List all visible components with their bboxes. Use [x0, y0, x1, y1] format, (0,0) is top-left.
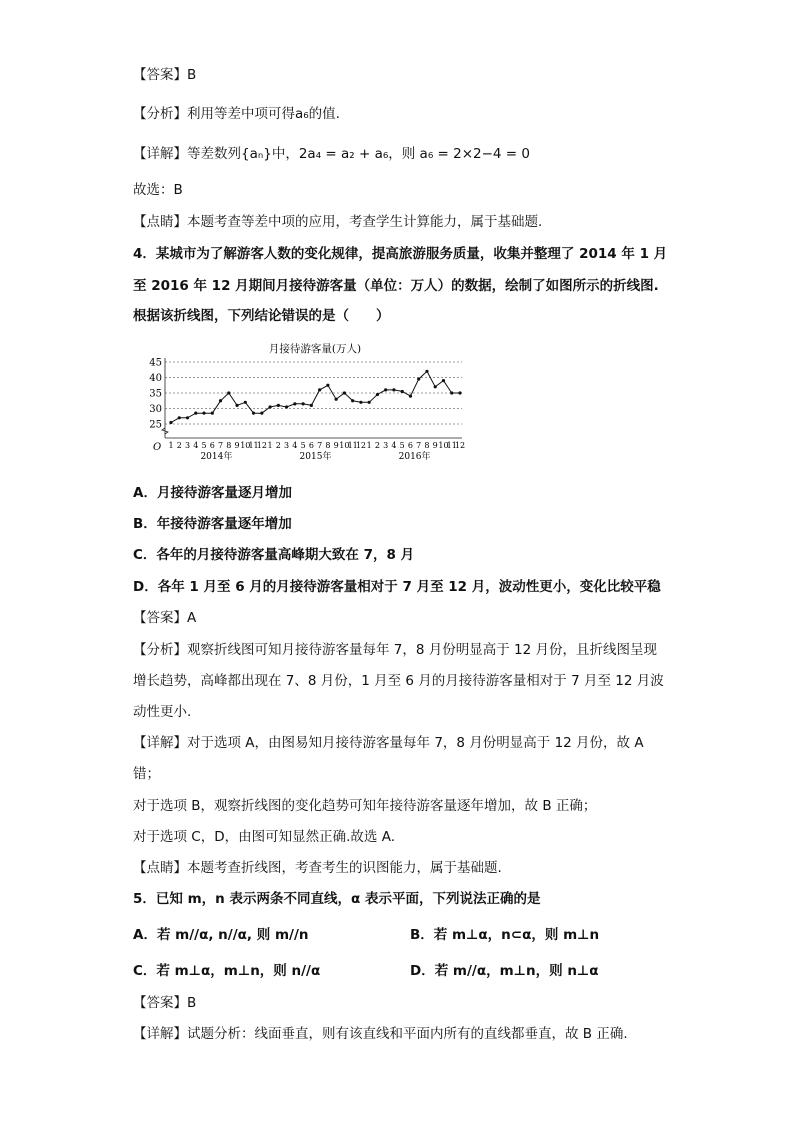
x-tick-label-15: 3	[284, 441, 290, 450]
data-point-4	[194, 412, 197, 415]
x-tick-label-1: 1	[168, 441, 174, 450]
q4-stem-line-2: 至 2016 年 12 月期间月接待游客量（单位：万人）的数据，绘制了如图所示的折线图.	[133, 278, 659, 294]
x-tick-label-3: 3	[184, 441, 191, 450]
data-point-15	[285, 405, 288, 408]
q5-answer: 【答案】B	[133, 995, 197, 1011]
q5-stem: 5．已知 m，n 表示两条不同直线，α 表示平面，下列说法正确的是	[133, 891, 541, 907]
q5-option-b: B．若 m⊥α，n⊂α，则 m⊥n	[410, 927, 600, 943]
x-tick-label-26: 2	[374, 441, 380, 450]
q4-detail-line-4: 对于选项 C，D，由图可知显然正确.故选 A.	[133, 829, 395, 845]
q4-answer: 【答案】A	[133, 610, 197, 626]
y-tick-label-35: 35	[149, 388, 162, 400]
x-tick-label-22: 10	[339, 441, 350, 450]
q3-choice: 故选：B	[133, 182, 183, 198]
x-tick-label-2: 2	[176, 441, 182, 450]
x-tick-label-5: 5	[201, 441, 207, 450]
q4-analysis-line-1: 【分析】观察折线图可知月接待游客量每年 7，8 月份明显高于 12 月份，且折线图呈现	[133, 642, 658, 658]
x-tick-label-6: 6	[209, 441, 215, 450]
y-tick-label-25: 25	[149, 419, 162, 431]
data-point-28	[392, 388, 395, 391]
data-point-34	[442, 379, 445, 382]
data-point-17	[302, 402, 305, 405]
data-point-31	[417, 377, 420, 380]
data-point-2	[178, 416, 181, 419]
chart-title: 月接待游客量(万人)	[268, 343, 362, 355]
q4-detail-line-1: 【详解】对于选项 A，由图易知月接待游客量每年 7，8 月份明显高于 12 月份，故 A	[133, 735, 644, 751]
q5-option-d: D．若 m//α，m⊥n，则 n⊥α	[410, 963, 599, 979]
data-point-21	[335, 398, 338, 401]
data-point-14	[277, 404, 280, 407]
q3-comment: 【点睛】本题考查等差中项的应用，考查学生计算能力，属于基础题.	[133, 214, 543, 230]
x-tick-label-10: 10	[240, 441, 251, 450]
q3-detail: 【详解】等差数列{aₙ}中，2a₄ = a₂ + a₆，则 a₆ = 2×2−4 = 0	[133, 146, 531, 162]
x-tick-label-19: 7	[317, 441, 323, 450]
data-point-6	[211, 412, 214, 415]
year-label-2015年: 2015年	[299, 452, 332, 462]
data-point-12	[260, 412, 263, 415]
y-tick-label-30: 30	[149, 404, 162, 415]
x-tick-label-7: 7	[217, 441, 224, 450]
q4-analysis-line-3: 动性更小.	[133, 704, 192, 720]
data-point-22	[343, 391, 346, 394]
q5-option-a: A．若 m//α, n//α, 则 m//n	[133, 927, 309, 943]
data-point-26	[376, 393, 379, 396]
q4-option-b: B．年接待游客量逐年增加	[133, 516, 292, 532]
data-point-16	[293, 402, 296, 405]
data-point-24	[359, 401, 362, 404]
q5-detail: 【详解】试题分析：线面垂直，则有该直线和平面内所有的直线都垂直，故 B 正确.	[133, 1026, 628, 1042]
data-point-33	[434, 385, 437, 388]
data-point-10	[244, 401, 247, 404]
q4-option-d: D．各年 1 月至 6 月的月接待游客量相对于 7 月至 12 月，波动性更小，变化比较平稳	[133, 579, 661, 595]
q3-answer: 【答案】B	[133, 67, 197, 83]
q4-detail-line-3: 对于选项 B，观察折线图的变化趋势可知年接待游客量逐年增加，故 B 正确；	[133, 798, 597, 814]
x-tick-label-21: 9	[333, 441, 339, 450]
x-tick-label-28: 4	[391, 441, 397, 450]
y-tick-label-45: 45	[149, 357, 162, 369]
x-tick-label-31: 7	[416, 441, 422, 450]
q4-comment: 【点睛】本题考查折线图，考查考生的识图能力，属于基础题.	[133, 860, 502, 876]
x-tick-label-8: 8	[226, 441, 232, 450]
data-point-11	[252, 412, 255, 415]
x-tick-label-14: 2	[275, 441, 281, 450]
origin-label: O	[153, 442, 162, 453]
data-point-3	[186, 416, 189, 419]
data-point-36	[458, 391, 461, 394]
x-tick-label-32: 8	[424, 441, 430, 450]
q4-option-a: A．月接待游客量逐月增加	[133, 485, 292, 501]
x-tick-label-13: 1	[267, 441, 273, 450]
x-tick-label-12: 12	[256, 441, 267, 450]
y-tick-label-40: 40	[149, 373, 162, 384]
data-point-7	[219, 399, 222, 402]
q3-analysis: 【分析】利用等差中项可得a₆的值.	[133, 106, 340, 122]
x-tick-label-18: 6	[308, 441, 314, 450]
data-point-25	[368, 401, 371, 404]
x-tick-label-36: 12	[454, 441, 466, 450]
x-tick-label-29: 5	[399, 441, 405, 450]
data-point-29	[401, 390, 404, 393]
x-tick-label-11: 11	[248, 441, 259, 450]
data-point-13	[268, 405, 271, 408]
q4-stem-line-3: 根据该折线图，下列结论错误的是（ ）	[133, 308, 390, 324]
series-line	[171, 371, 460, 422]
x-tick-label-24: 12	[355, 441, 367, 450]
data-point-32	[425, 370, 428, 373]
q4-stem-line-1: 4．某城市为了解游客人数的变化规律，提高旅游服务质量，收集并整理了 2014 年 1 月	[133, 246, 668, 262]
data-point-5	[202, 412, 205, 415]
q4-analysis-line-2: 增长趋势，高峰都出现在 7、8 月份，1 月至 6 月的月接待游客量相对于 7 月至 12 月波	[133, 673, 664, 689]
q4-option-c: C．各年的月接待游客量高峰期大致在 7，8 月	[133, 547, 415, 563]
x-tick-label-33: 9	[432, 441, 438, 450]
data-point-30	[409, 395, 412, 398]
data-point-9	[235, 404, 238, 407]
visitor-line-chart	[140, 340, 470, 465]
x-tick-label-25: 1	[366, 441, 372, 450]
data-point-19	[318, 388, 321, 391]
x-tick-label-34: 10	[438, 441, 449, 450]
x-tick-label-4: 4	[193, 441, 199, 450]
x-tick-label-30: 6	[407, 441, 414, 450]
data-point-35	[450, 391, 453, 394]
x-tick-label-20: 8	[325, 441, 331, 450]
data-point-1	[169, 421, 172, 424]
x-tick-label-23: 11	[347, 441, 358, 450]
data-point-8	[227, 391, 230, 394]
q4-detail-line-2: 错；	[133, 766, 160, 782]
x-tick-label-16: 4	[292, 441, 298, 450]
x-tick-label-9: 9	[234, 441, 240, 450]
year-label-2016年: 2016年	[398, 452, 431, 462]
x-tick-label-27: 3	[383, 441, 389, 450]
q5-option-c: C．若 m⊥α，m⊥n，则 n//α	[133, 963, 321, 979]
x-tick-label-17: 5	[300, 441, 306, 450]
data-point-27	[384, 388, 387, 391]
data-point-20	[326, 384, 329, 387]
year-label-2014年: 2014年	[200, 452, 233, 462]
data-point-18	[310, 404, 313, 407]
data-point-23	[351, 399, 354, 402]
x-tick-label-35: 11	[446, 441, 457, 450]
